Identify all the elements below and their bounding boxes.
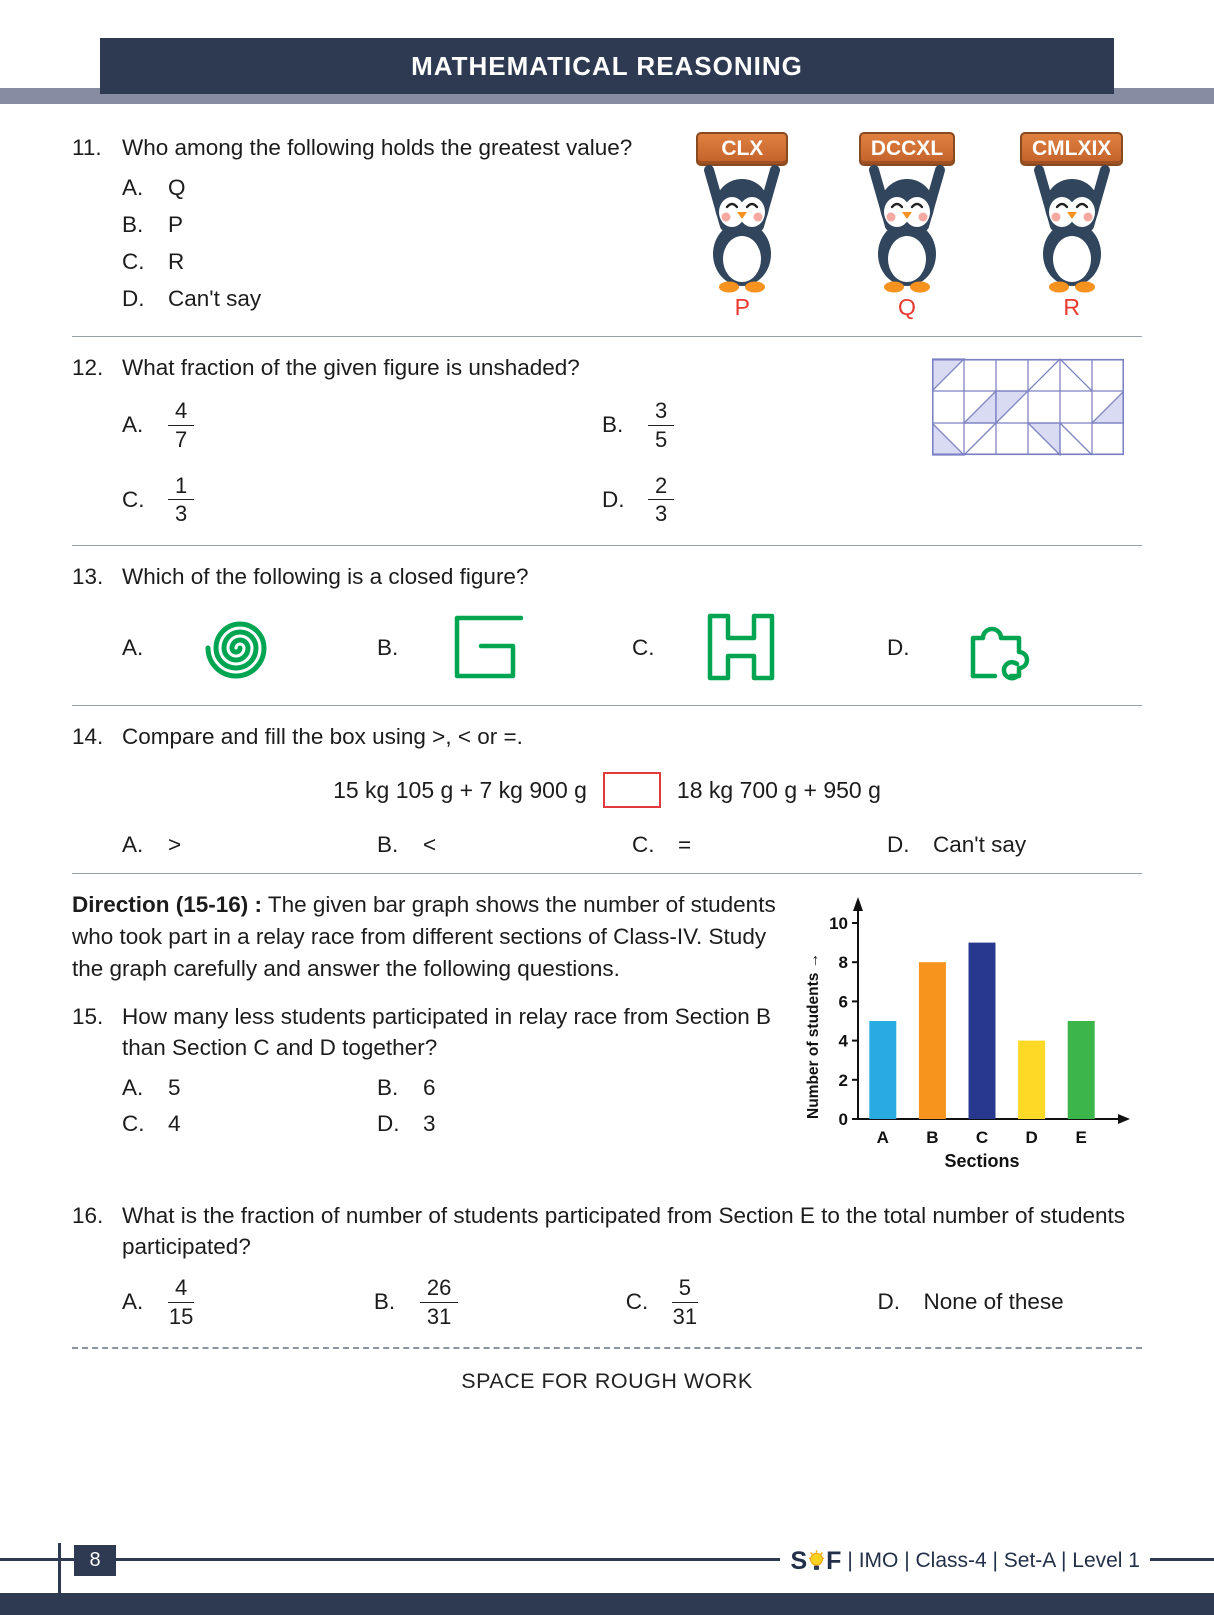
left-expression: 15 kg 105 g + 7 kg 900 g [333,776,587,803]
rough-work-divider [72,1347,1142,1349]
penguin-figure-r [1001,132,1142,321]
sof-logo: S F [790,1546,842,1575]
question-12-options [122,399,932,526]
section-title: MATHEMATICAL REASONING [411,50,803,81]
penguin-sign: CLX [696,132,788,166]
spiral-icon [188,606,284,690]
option-b[interactable]: B. P [122,212,184,238]
svg-text:E: E [1075,1128,1087,1148]
right-expression: 18 kg 700 g + 950 g [676,776,881,803]
option-c[interactable]: C. $\frac{1}{3}$ [122,474,602,527]
option-d[interactable]: D. $\frac{2}{3}$ [602,474,932,527]
direction-15-16 [72,889,1142,1186]
question-12 [72,352,1142,530]
option-a[interactable]: A. $\frac{4}{15}$ [122,1275,194,1329]
option-d[interactable]: D. 3 [377,1111,436,1137]
bottom-bar [0,1593,1214,1615]
question-number: 15. [72,1003,104,1029]
footer-meta: S F | IMO | Class-4 | Set-A | Level 1 [780,1545,1150,1577]
svg-text:2: 2 [838,1070,848,1090]
penguin-figures [672,132,1142,321]
penguin-label: P [734,294,750,320]
svg-text:D: D [1025,1128,1038,1148]
question-number: 13. [72,564,104,590]
svg-text:A: A [876,1128,889,1148]
question-number: 12. [72,355,104,380]
question-15-text: 15. How many less students participated in relay race from Section B than Section C and D together? [72,1001,784,1063]
divider [72,336,1142,337]
penguin-figure-q [837,132,978,321]
penguin-label: R [1063,294,1080,320]
svg-text:0: 0 [838,1110,848,1130]
page-number: 8 [74,1545,116,1576]
question-13-text: 13. Which of the following is a closed figure? [72,561,1142,592]
option-c[interactable]: C. 4 [122,1111,181,1137]
option-d[interactable]: D. Can't say [887,832,1027,858]
penguin-sign: DCCXL [859,132,955,166]
page-header [0,0,1214,116]
divider [72,545,1142,546]
penguin-label: Q [898,294,916,320]
penguin-figure-p [672,132,813,321]
penguin-sign: CMLXIX [1020,132,1123,166]
question-11-text: 11. Who among the following holds the greatest value? [72,132,672,163]
option-d[interactable]: D. [887,608,1142,688]
option-a[interactable]: A. 5 [122,1075,181,1101]
question-16 [72,1200,1142,1329]
option-b[interactable]: B. < [377,832,437,858]
option-b[interactable]: B. [377,608,632,688]
option-c[interactable]: C. $\frac{5}{31}$ [625,1275,698,1329]
option-b[interactable]: B. $\frac{3}{5}$ [602,399,932,452]
question-14-options [122,832,1142,858]
fraction: $\frac{4}{15}$ [168,1275,194,1329]
option-d[interactable]: D. None of these [877,1289,1064,1315]
compare-expression [72,772,1142,808]
question-13 [72,561,1142,690]
footer-rule [0,1546,1214,1575]
bulb-icon [808,1550,825,1572]
question-14 [72,721,1142,858]
question-16-text: 16. What is the fraction of number of students participated from Section E to the total number of students participated? [72,1200,1142,1262]
option-a[interactable]: A. $\frac{4}{7}$ [122,399,602,452]
question-13-options [122,606,1142,690]
fraction: $\frac{4}{7}$ [168,399,194,452]
question-11 [72,132,1142,321]
option-c[interactable]: C. = [632,832,692,858]
direction-text: Direction (15-16) : The given bar graph shows the number of students who took part in a relay race from different sections of Class-IV. Study the graph carefully and answer the following questions. [72,892,776,982]
option-a[interactable]: A. [122,606,377,690]
option-a[interactable]: A. > [122,832,182,858]
svg-text:C: C [975,1128,989,1148]
puzzle-shape-icon [953,608,1049,688]
fraction: $\frac{5}{31}$ [672,1275,698,1329]
divider [72,705,1142,706]
question-number: 11. [72,135,102,160]
fraction: $\frac{1}{3}$ [168,474,194,527]
bar-chart [802,889,1142,1186]
question-15-options [122,1075,784,1137]
svg-text:Sections: Sections [944,1151,1020,1172]
option-c[interactable]: C. R [122,249,185,275]
rough-work-label: SPACE FOR ROUGH WORK [461,1368,753,1393]
svg-text:6: 6 [838,992,848,1012]
option-d[interactable]: D. Can't say [122,286,262,312]
penguin-icon [1012,162,1132,294]
question-number: 16. [72,1203,104,1229]
penguin-icon [682,162,802,294]
fraction: $\frac{2}{3}$ [648,474,674,527]
question-16-options [122,1276,1142,1329]
section-title-bar [100,38,1114,94]
svg-text:Number of students →: Number of students → [805,952,822,1120]
option-a[interactable]: A. Q [122,175,186,201]
svg-text:4: 4 [838,1031,848,1051]
answer-box[interactable] [603,772,661,808]
svg-text:10: 10 [829,914,848,934]
question-11-options [122,175,672,312]
svg-text:8: 8 [838,953,848,973]
penguin-icon [847,162,967,294]
page-content [0,116,1214,1394]
fraction-figure [932,358,1142,530]
question-number: 14. [72,724,104,750]
option-b[interactable]: B. 6 [377,1075,436,1101]
svg-text:B: B [926,1128,939,1148]
fraction: $\frac{3}{5}$ [648,399,674,452]
option-b[interactable]: B. $\frac{26}{31}$ [374,1276,626,1329]
question-12-text: 12. What fraction of the given figure is unshaded? [72,352,932,383]
divider [72,873,1142,874]
open-shape-icon [443,608,533,688]
h-shape-icon [698,608,788,688]
option-c[interactable]: C. [632,608,887,688]
fraction: $\frac{26}{31}$ [420,1276,458,1329]
question-14-text: 14. Compare and fill the box using >, < or =. [72,721,1142,752]
